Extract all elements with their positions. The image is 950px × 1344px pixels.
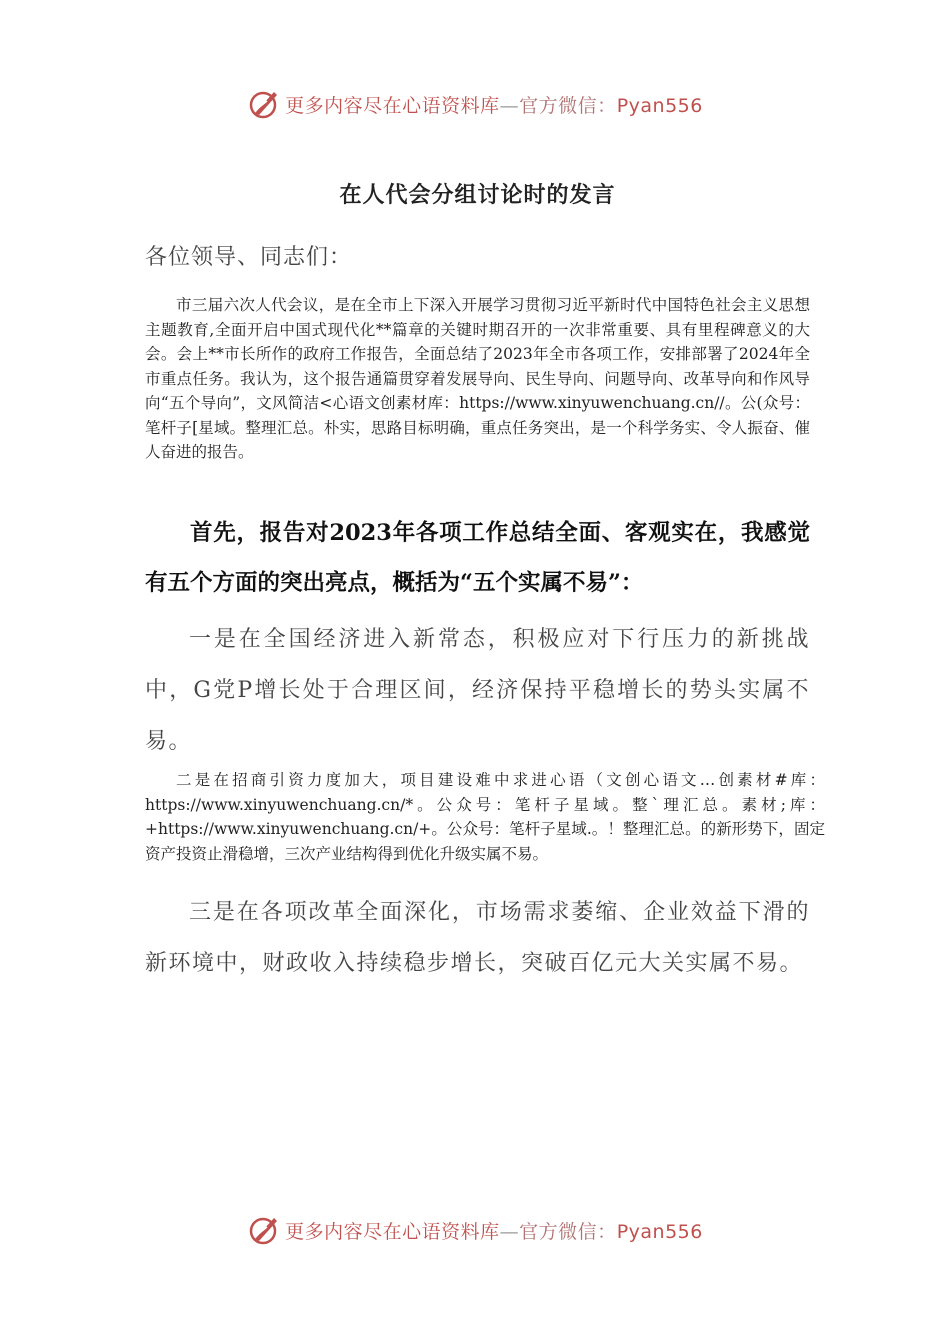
greeting: 各位领导、同志们： bbox=[145, 245, 353, 270]
banner-gov-text: 官方微信： bbox=[519, 1220, 617, 1243]
banner-text bbox=[285, 91, 703, 118]
quill-logo-icon bbox=[247, 1213, 281, 1247]
bold-summary-paragraph: 首先，报告对2023年各项工作总结全面、客观实在，我感觉有五个方面的突出亮点，概括为“五个实属不易”： bbox=[145, 520, 810, 596]
banner-text bbox=[285, 1217, 703, 1244]
point-three-paragraph: 三是在各项改革全面深化，市场需求萎缩、企业效益下滑的新环境中，财政收入持续稳步增长，突破百亿元大关实属不易。 bbox=[145, 900, 810, 976]
point-two-paragraph: 二是在招商引资力度加大，项目建设难中求进心语（文创心语文…创素材#库：https://www.xinyuwenchuang.cn/*。公众号：笔杆子星域。整`理汇总。素材;库：+https://www.xinyuwenchuang.cn/+。公众号：笔杆子星域.。！整理汇总。的新形势下，固定资产投资止滑稳增，三次产业结构得到优化升级实属不易。 bbox=[145, 771, 825, 863]
quill-logo-icon bbox=[247, 87, 281, 121]
header-banner bbox=[0, 84, 950, 124]
banner-dash: — bbox=[499, 1220, 520, 1243]
banner-main-text: 更多内容尽在心语资料库 bbox=[285, 1220, 500, 1243]
banner-wechat-id: Pyan556 bbox=[616, 1220, 703, 1243]
intro-paragraph: 市三届六次人代会议，是在全市上下深入开展学习贯彻习近平新时代中国特色社会主义思想主题教育,全面开启中国式现代化**篇章的关键时期召开的一次非常重要、具有里程碑意义的大会。会上**市长所作的政府工作报告，全面总结了2023年全市各项工作，安排部署了2024年全市重点任务。我认为，这个报告通篇贯穿着发展导向、民生导向、问题导向、改革导向和作风导向“五个导向”，文风简洁<心语文创素材库：https://www.xinyuwenchuang.cn//。公(众号：笔杆子[星域。整理汇总。朴实，思路目标明确，重点任务突出，是一个科学务实、令人振奋、催人奋进的报告。 bbox=[145, 296, 810, 461]
point-one-paragraph: 一是在全国经济进入新常态，积极应对下行压力的新挑战中，G党P增长处于合理区间，经济保持平稳增长的势头实属不易。 bbox=[145, 627, 810, 754]
banner-main-text: 更多内容尽在心语资料库 bbox=[285, 94, 500, 117]
banner-wechat-id: Pyan556 bbox=[616, 94, 703, 117]
document-title: 在人代会分组讨论时的发言 bbox=[339, 182, 616, 208]
footer-banner bbox=[0, 1210, 950, 1250]
banner-gov-text: 官方微信： bbox=[519, 94, 617, 117]
banner-dash: — bbox=[499, 94, 520, 117]
